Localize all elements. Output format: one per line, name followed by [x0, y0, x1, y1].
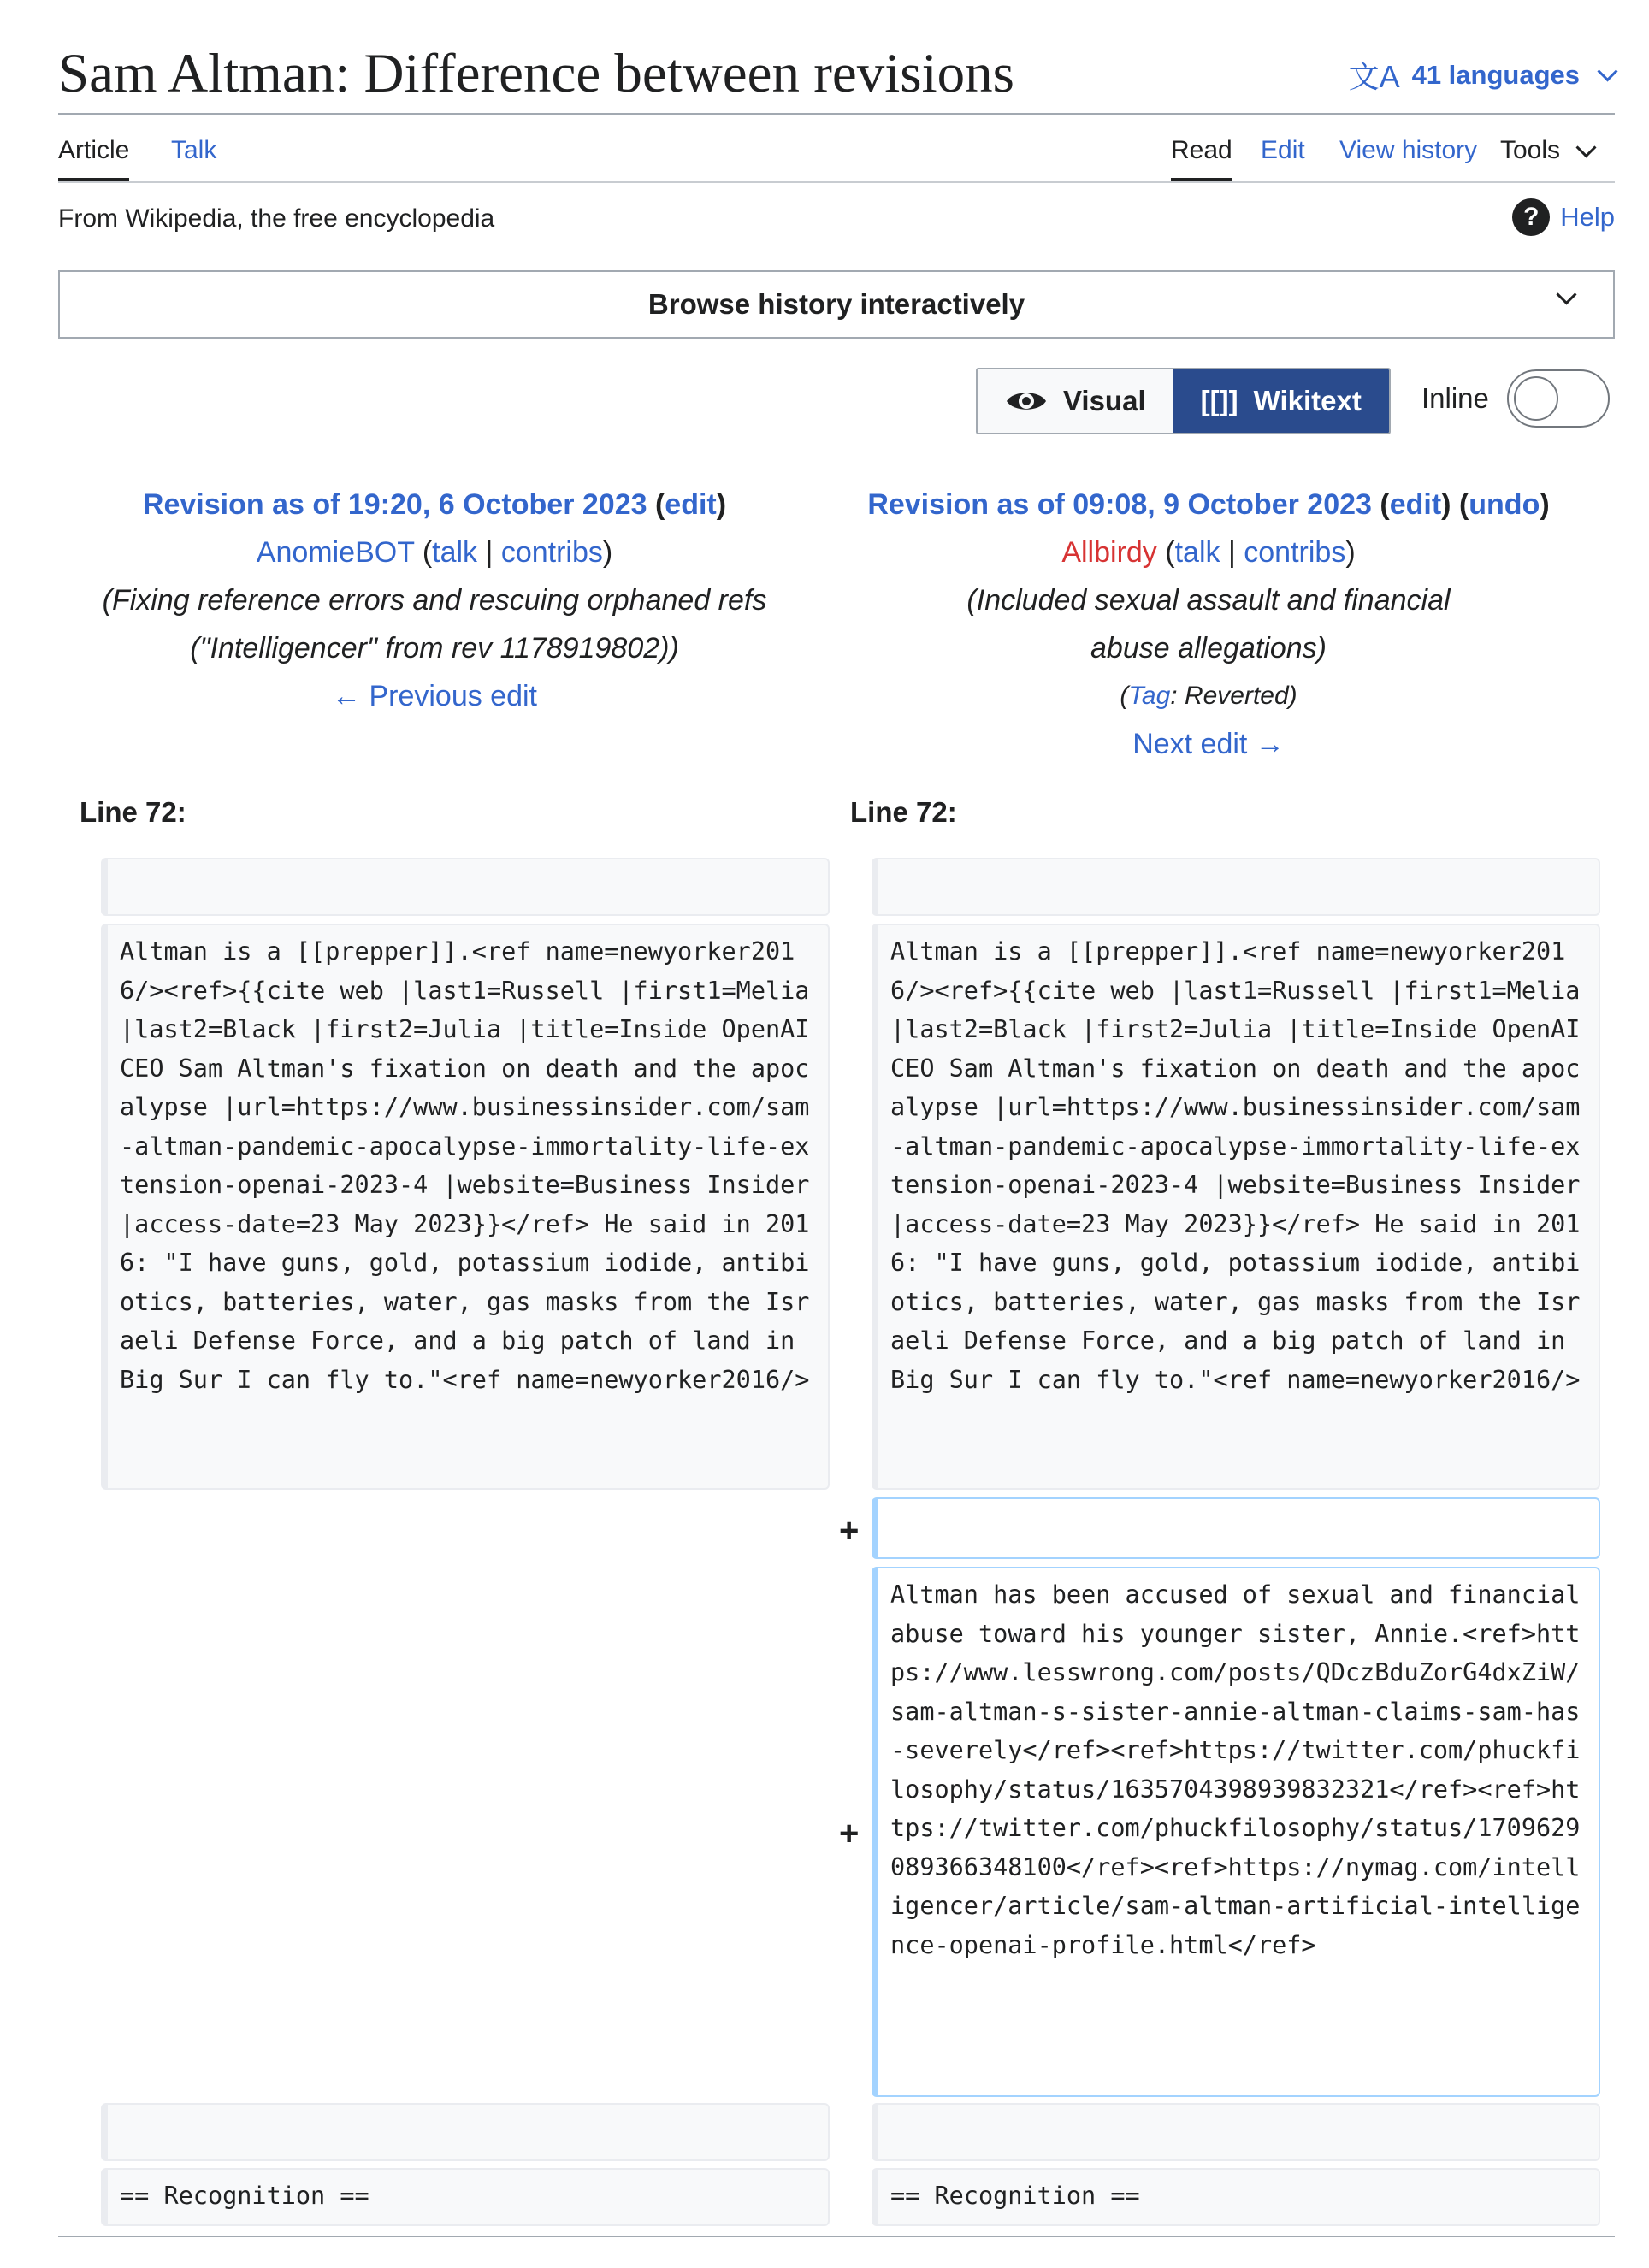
left-revision-link[interactable]: Revision as of 19:20, 6 October 2023	[142, 488, 647, 521]
left-contribs-link[interactable]: contribs	[500, 536, 603, 569]
left-talk-link[interactable]: talk	[432, 536, 478, 569]
paren: (	[1380, 488, 1390, 521]
tag-link[interactable]: Tag	[1128, 682, 1171, 710]
inline-switch[interactable]	[1507, 369, 1610, 428]
right-tag-line	[832, 672, 1585, 720]
right-line-number: Line 72:	[850, 796, 957, 828]
diff-context-empty-right	[872, 2103, 1600, 2161]
page-header	[58, 34, 1615, 115]
diff-plus-marker: +	[839, 1512, 860, 1550]
help-label: Help	[1560, 202, 1615, 232]
next-edit-link[interactable]: Next edit →	[1132, 728, 1285, 760]
visual-button[interactable]	[978, 369, 1173, 433]
diff-context-empty-left	[101, 858, 830, 916]
paren: )	[1441, 488, 1451, 521]
diff-context-right: Altman is a [[prepper]].<ref name=newyorker2016/><ref>{{cite web |last1=Russell |first1=Melia |last2=Black |first2=Julia |title=Inside OpenAI CEO Sam Altman's fixation on death and the apocalypse |url=https://www.businessinsider.com/sam-altman-pandemic-apocalypse-immortality-life-extension-openai-2023-4 |website=Business Insider |access-date=23 May 2023}}</ref> He said in 2016: "I have guns, gold, potassium iodide, antibiotics, batteries, water, gas masks from the Israeli Defense Force, and a big patch of land in Big Sur I can fly to."<ref name=newyorker2016/>	[872, 924, 1600, 1490]
wikitext-icon: [[]]	[1200, 385, 1238, 416]
diff-recognition-right: == Recognition ==	[872, 2168, 1600, 2226]
site-tagline: From Wikipedia, the free encyclopedia	[58, 204, 495, 233]
browse-history-toggle[interactable]	[58, 270, 1615, 339]
previous-edit-link[interactable]: ← Previous edit	[332, 680, 537, 712]
right-edit-summary: (Included sexual assault and financial abuse allegations)	[966, 584, 1451, 664]
right-revision-link[interactable]: Revision as of 09:08, 9 October 2023	[867, 488, 1372, 521]
divider	[58, 2236, 1615, 2237]
chevron-down-icon	[1597, 61, 1617, 81]
visual-label: Visual	[1063, 385, 1146, 416]
left-line-number: Line 72:	[80, 796, 186, 828]
left-revision-header	[58, 481, 811, 720]
help-icon: ?	[1512, 198, 1550, 236]
right-user-link[interactable]: Allbirdy	[1061, 536, 1157, 569]
right-undo-link[interactable]: undo	[1469, 488, 1540, 521]
tab-view-history[interactable]: View history	[1339, 136, 1478, 164]
tab-edit[interactable]: Edit	[1261, 136, 1305, 164]
diff-recognition-left: == Recognition ==	[101, 2168, 830, 2226]
page-tabs	[58, 113, 1615, 183]
chevron-down-icon	[1556, 284, 1576, 304]
right-talk-link[interactable]: talk	[1174, 536, 1220, 569]
tab-read[interactable]: Read	[1171, 133, 1232, 181]
languages-label: 41 languages	[1411, 59, 1580, 90]
left-edit-summary: (Fixing reference errors and rescuing orphaned refs ("Intelligencer" from rev 1178919802))	[102, 584, 767, 664]
tab-tools[interactable]	[1500, 133, 1593, 178]
paren: (	[654, 488, 665, 521]
page-title: Sam Altman: Difference between revisions	[58, 43, 1014, 104]
tools-label: Tools	[1500, 136, 1561, 164]
paren: (	[1120, 682, 1129, 710]
diff-context-empty-right	[872, 858, 1600, 916]
language-selector[interactable]	[1349, 53, 1615, 97]
diff-context-empty-left	[101, 2103, 830, 2161]
paren: (	[1458, 488, 1469, 521]
left-edit-link[interactable]: edit	[665, 488, 717, 521]
right-contribs-link[interactable]: contribs	[1244, 536, 1346, 569]
diff-plus-marker: +	[839, 1815, 860, 1852]
diff-context-left: Altman is a [[prepper]].<ref name=newyorker2016/><ref>{{cite web |last1=Russell |first1=Melia |last2=Black |first2=Julia |title=Inside OpenAI CEO Sam Altman's fixation on death and the apocalypse |url=https://www.businessinsider.com/sam-altman-pandemic-apocalypse-immortality-life-extension-openai-2023-4 |website=Business Insider |access-date=23 May 2023}}</ref> He said in 2016: "I have guns, gold, potassium iodide, antibiotics, batteries, water, gas masks from the Israeli Defense Force, and a big patch of land in Big Sur I can fly to."<ref name=newyorker2016/>	[101, 924, 830, 1490]
eye-icon	[1005, 387, 1048, 416]
separator: |	[1227, 536, 1236, 569]
diff-added-empty	[872, 1497, 1600, 1559]
diff-added-paragraph: Altman has been accused of sexual and financial abuse toward his younger sister, Annie.<ref>https://www.lesswrong.com/posts/QDczBduZorG4dxZiW/sam-altman-s-sister-annie-altman-claims-sam-has-severely</ref><ref>https://twitter.com/phuckfilosophy/status/1635704398939832321</ref><ref>https://twitter.com/phuckfilosophy/status/1709629089366348100</ref><ref>https://nymag.com/intelligencer/article/sam-altman-artificial-intelligence-openai-profile.html</ref>	[872, 1567, 1600, 2097]
right-edit-link[interactable]: edit	[1389, 488, 1442, 521]
switch-knob	[1514, 376, 1558, 421]
paren: )	[1345, 536, 1356, 569]
paren: (	[1165, 536, 1175, 569]
separator: |	[485, 536, 494, 569]
paren: (	[422, 536, 433, 569]
translate-icon: 文A	[1348, 59, 1400, 94]
browse-history-label: Browse history interactively	[647, 288, 1025, 320]
left-user-link[interactable]: AnomieBOT	[256, 536, 415, 569]
tab-talk[interactable]: Talk	[171, 136, 217, 164]
paren: )	[1540, 488, 1550, 521]
right-revision-header	[832, 481, 1585, 768]
wikitext-button[interactable]	[1173, 369, 1389, 433]
paren: )	[602, 536, 613, 569]
paren: )	[716, 488, 727, 521]
wikitext-label: Wikitext	[1253, 385, 1362, 416]
chevron-down-icon	[1576, 137, 1597, 157]
tag-value: : Reverted)	[1170, 682, 1297, 710]
inline-label: Inline	[1421, 382, 1489, 414]
tab-article[interactable]: Article	[58, 133, 129, 181]
diff-mode-toggle	[976, 368, 1391, 434]
help-link[interactable]	[1512, 198, 1615, 236]
